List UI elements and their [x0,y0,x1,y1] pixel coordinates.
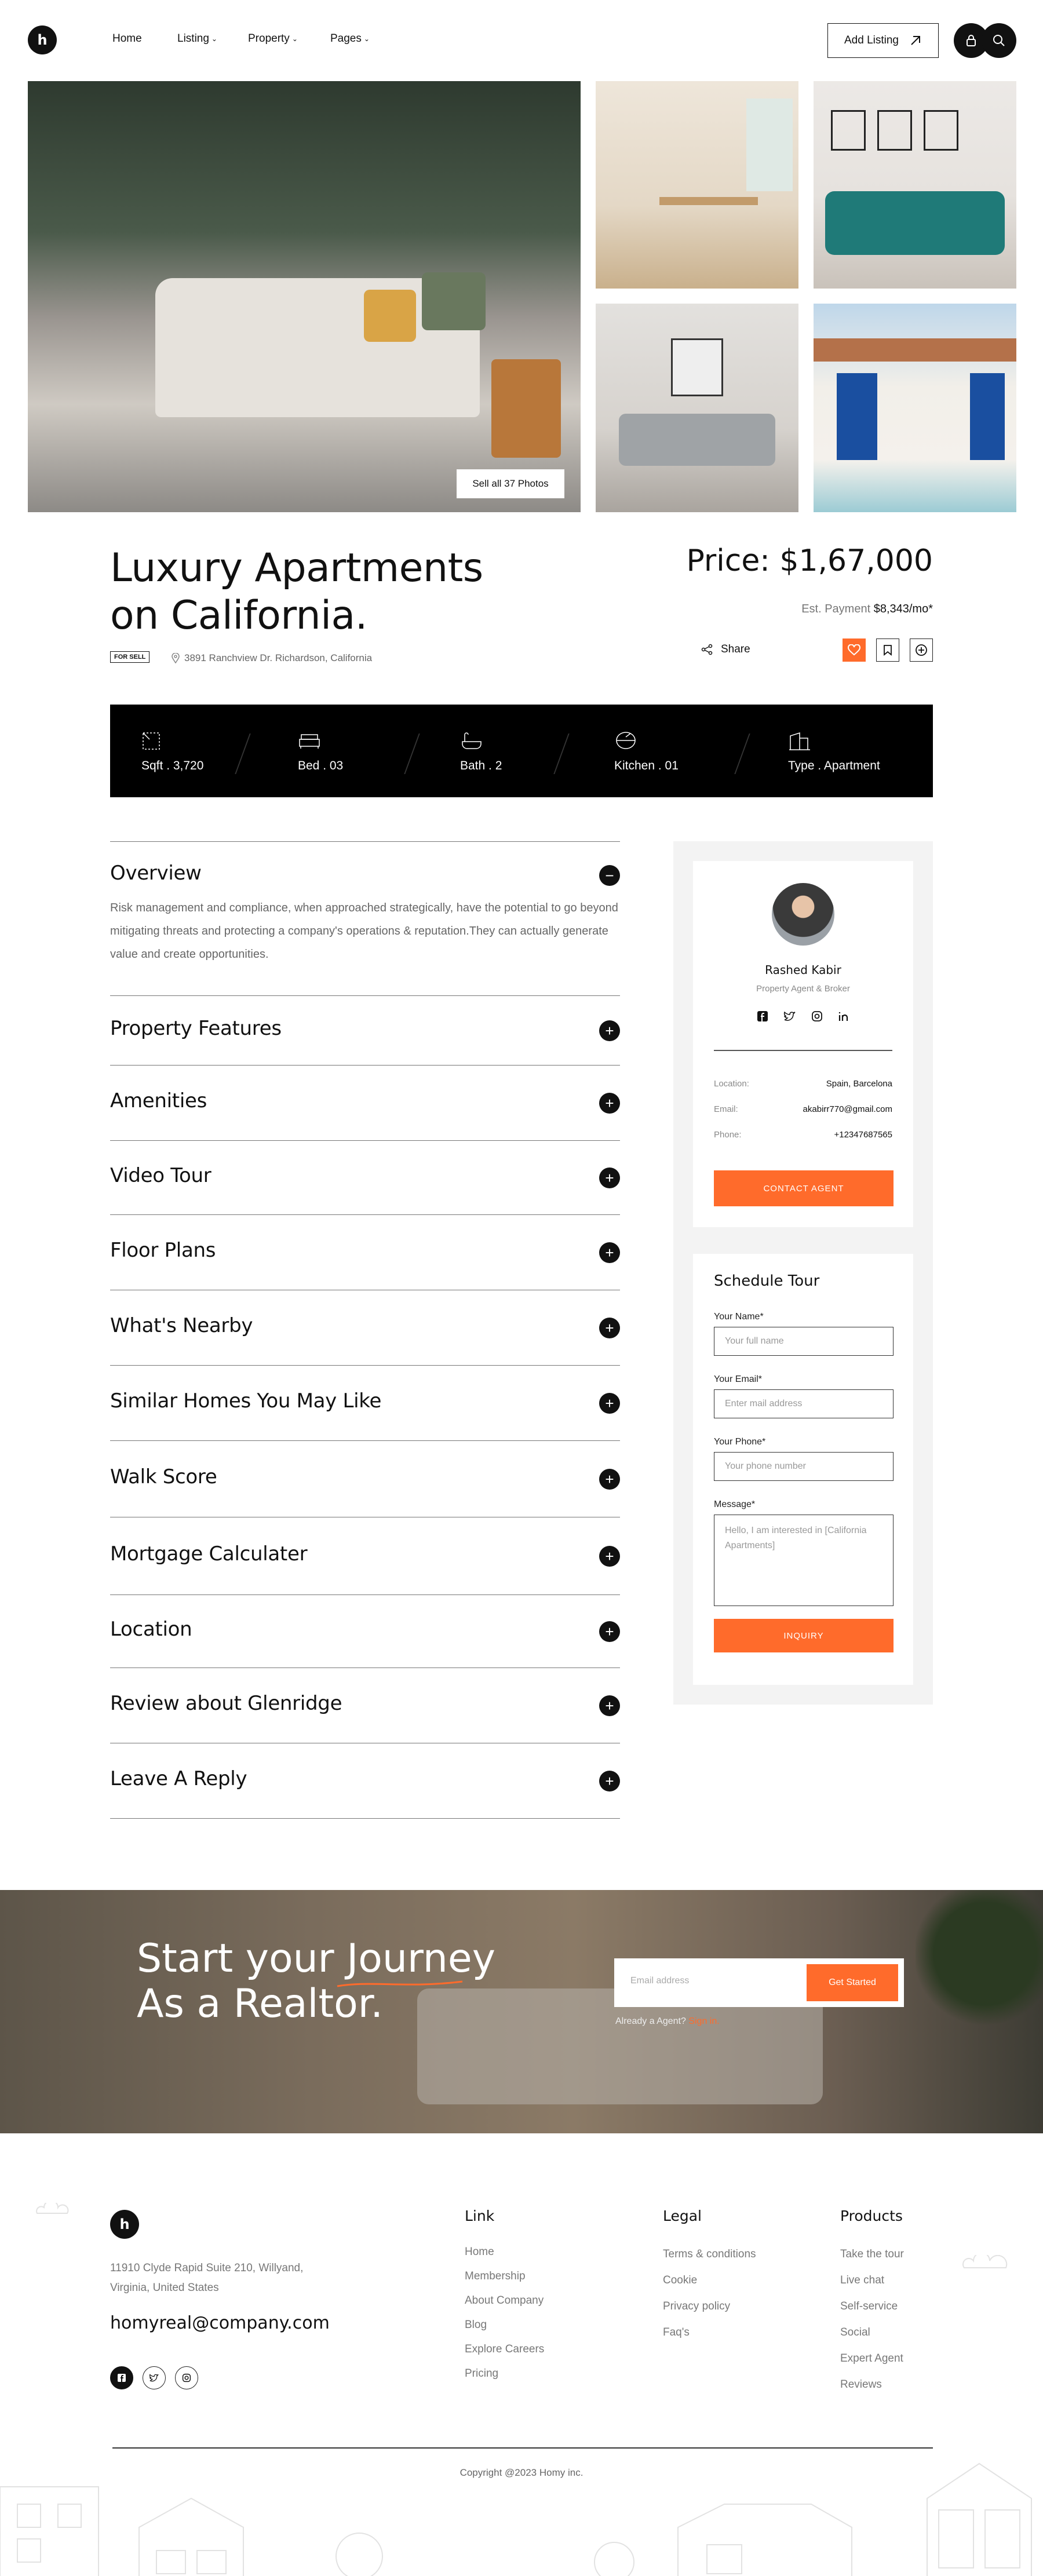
collapse-button[interactable] [599,865,620,886]
expand-button[interactable] [599,1020,620,1041]
area-icon [141,731,161,751]
desk-shape [659,197,758,205]
favorite-button[interactable] [843,638,866,662]
accordion-item-title: Leave A Reply [110,1767,247,1790]
signin-link[interactable]: Sign in. [688,2016,720,2026]
photo-living-room[interactable] [814,81,1016,289]
nav-listing[interactable] [177,32,217,45]
plus-icon: + [605,1395,614,1412]
cloud-icon [962,2255,1008,2269]
building-icon [788,731,811,751]
add-listing-button[interactable] [827,23,939,58]
photo-study-room[interactable] [596,81,798,289]
footer-link[interactable]: Self-service [840,2300,898,2312]
photo-gray-sofa[interactable] [596,304,798,512]
chevron-down-icon: ⌄ [363,35,370,43]
property-title [110,545,550,640]
newsletter-form [614,1958,904,2007]
stat-type-label: Type . Apartment [788,759,880,772]
signin-prompt [615,2016,720,2027]
nav-home-label: Home [112,32,142,45]
plus-icon: + [605,1623,614,1640]
accordion-item-title: Mortgage Calculater [110,1542,308,1566]
stat-bed-label: Bed . 03 [298,759,344,772]
sofa-cushion [364,290,416,342]
avatar [772,883,834,946]
cloud-icon [35,2203,70,2214]
bed-icon [298,731,321,751]
twitter-icon[interactable] [783,1010,796,1022]
footer-legal-list [663,2248,756,2352]
title-line-1: Luxury Apartments [110,545,483,591]
address-text: 3891 Ranchview Dr. Richardson, California [184,652,373,663]
est-payment-label: Est. Payment [801,603,871,615]
accordion-item[interactable] [110,1595,620,1668]
plus-icon: + [605,1094,614,1112]
accordion-item-title: Amenities [110,1089,207,1112]
lock-icon [965,34,977,47]
nav-pages[interactable] [330,32,370,45]
stats-bar [110,705,933,797]
door-shape [970,373,1005,460]
accordion-item-title: Property Features [110,1017,282,1040]
door-shape [837,373,877,460]
address [172,652,372,664]
divider [235,734,250,774]
window-shape [746,98,793,191]
accordion-item-title: Location [110,1618,192,1641]
frame-shape [831,110,866,151]
accordion-item[interactable] [110,1668,620,1743]
plus-circle-icon [915,644,928,656]
footer-link[interactable]: Blog [465,2319,487,2331]
stat-sqft [141,731,203,773]
plus-icon: + [605,1548,614,1565]
accordion-item[interactable] [110,1290,620,1365]
divider [714,1050,892,1051]
accordion-item[interactable] [110,1140,620,1214]
accordion-item-title: What's Nearby [110,1314,253,1337]
frame-shape [877,110,912,151]
stat-bath [460,731,502,773]
footer-link[interactable]: Explore Careers [465,2343,545,2355]
frame-shape [924,110,958,151]
footer-link[interactable]: Privacy policy [663,2300,731,2312]
name-label: Your Name* [714,1312,764,1322]
accordion-item-title: Similar Homes You May Like [110,1389,382,1413]
expand-button[interactable] [599,1167,620,1188]
accordion-item-title: Review about Glenridge [110,1692,342,1715]
stat-bath-label: Bath . 2 [460,759,502,772]
frame-shape [671,338,723,396]
already-agent-text: Already a Agent? [615,2016,686,2026]
agent-role: Property Agent & Broker [756,984,850,994]
message-label: Message* [714,1499,756,1509]
email-label: Email: [714,1104,738,1114]
footer-link[interactable]: Reviews [840,2378,882,2391]
cta-banner [0,1890,1043,2133]
price: Price: $1,67,000 [686,543,933,578]
footer-link[interactable]: Live chat [840,2274,885,2286]
name-input[interactable]: Your full name [714,1327,894,1356]
footer-link[interactable]: Expert Agent [840,2352,903,2365]
nav-pages-label: Pages [330,32,362,45]
heart-icon [848,644,860,656]
footer-logo[interactable]: h [110,2210,139,2239]
roof-shape [814,338,1016,362]
agent-socials [757,1010,849,1022]
banner-line-2: As a Realtor. [137,1981,384,2027]
arrow-up-right-icon [909,34,922,47]
twitter-button[interactable] [143,2366,166,2389]
accordion-item-title: Walk Score [110,1465,217,1488]
bath-icon [460,731,483,751]
search-button[interactable] [982,23,1016,58]
contact-agent-button[interactable]: CONTACT AGENT [714,1170,894,1206]
add-listing-label: Add Listing [844,34,899,46]
share-label: Share [721,643,750,655]
facebook-icon [117,2373,126,2382]
share-icon [701,644,713,655]
email-value: akabirr770@gmail.com [803,1104,892,1114]
linkedin-icon[interactable] [838,1010,849,1022]
plant-shape [916,1890,1043,2029]
plus-icon: + [605,1319,614,1337]
facebook-button[interactable] [110,2366,133,2389]
sidebar [673,841,933,1705]
accordion-item-title: Video Tour [110,1164,211,1187]
divider [404,734,420,774]
add-button[interactable] [910,638,933,662]
est-payment [801,603,933,616]
footer-email[interactable]: homyreal@company.com [110,2313,330,2333]
location-pin-icon [172,653,180,663]
footer-link[interactable]: Faq's [663,2326,690,2338]
est-payment-value: $8,343/mo* [873,603,933,615]
footer-link[interactable]: Terms & conditions [663,2248,756,2260]
share-button[interactable] [701,643,750,656]
nav-home[interactable] [112,32,142,45]
footer [0,2133,1043,2576]
accordion-item[interactable] [110,1365,620,1440]
plus-icon: + [605,1244,614,1261]
expand-button[interactable] [599,1093,620,1114]
expand-button[interactable] [599,1318,620,1338]
get-started-button[interactable]: Get Started [807,1964,898,2001]
plus-icon: + [605,1022,614,1039]
chevron-down-icon: ⌄ [211,35,217,43]
expand-button[interactable] [599,1621,620,1642]
agent-card [693,861,913,1227]
plus-icon: + [605,1169,614,1187]
footer-link-list [465,2246,544,2392]
stat-type [788,731,880,773]
site-header [0,0,1043,81]
photo-patio[interactable] [814,304,1016,512]
side-table [491,359,561,458]
email-input[interactable]: Enter mail address [714,1389,894,1418]
overview-text: Risk management and compliance, when approached strategically, have the potential to go beyond mitigating threats and protecting a company's operations & reputation.They can actually generate value and create opportunities. [110,902,618,961]
footer-link[interactable]: Cookie [663,2274,698,2286]
footer-link[interactable]: Membership [465,2270,526,2282]
schedule-tour-title: Schedule Tour [714,1272,820,1290]
divider [553,734,569,774]
search-icon [993,34,1005,47]
footer-link[interactable]: About Company [465,2294,544,2307]
accordion-item[interactable] [110,1743,620,1818]
footer-illustration [0,2440,1043,2576]
expand-button[interactable] [599,1242,620,1263]
facebook-icon[interactable] [757,1010,768,1022]
inquiry-button[interactable]: INQUIRY [714,1619,894,1652]
footer-link-heading: Link [465,2208,495,2224]
sofa-shape [825,191,1005,255]
expand-button[interactable] [599,1469,620,1490]
address-line-2: Virginia, United States [110,2282,219,2294]
twitter-icon [149,2373,159,2382]
logo[interactable]: h [28,25,57,54]
stat-kitchen-label: Kitchen . 01 [614,759,679,772]
copyright: Copyright @2023 Homy inc. [459,2467,584,2478]
accordion-bottom-border [110,1818,620,1819]
overview-title: Overview [110,862,202,885]
footer-link[interactable]: Home [465,2246,494,2258]
location-label: Location: [714,1079,749,1089]
stat-kitchen [614,731,679,773]
minus-icon: − [605,867,614,884]
accordion-overview[interactable] [110,841,620,995]
agent-name: Rashed Kabir [765,963,841,977]
plus-icon: + [605,1471,614,1488]
status-badge: FOR SELL [110,651,149,663]
instagram-button[interactable] [175,2366,198,2389]
footer-link[interactable]: Take the tour [840,2248,904,2260]
stat-sqft-label: Sqft . 3,720 [141,759,204,772]
newsletter-email-input[interactable]: Email address [630,1976,690,1986]
footer-products-heading: Products [840,2208,903,2224]
location-value: Spain, Barcelona [826,1079,892,1089]
footer-legal-heading: Legal [663,2208,702,2224]
phone-value: +12347687565 [834,1130,892,1140]
plus-icon: + [605,1772,614,1790]
nav-listing-label: Listing [177,32,209,45]
divider [734,734,750,774]
phone-label: Phone: [714,1130,742,1140]
footer-products-list [840,2248,904,2404]
plus-icon: + [605,1697,614,1714]
accordion-item[interactable] [110,995,620,1065]
accordion-item[interactable] [110,1065,620,1140]
bookmark-button[interactable] [876,638,899,662]
nav-property[interactable] [248,32,298,45]
address-line-1: 11910 Clyde Rapid Suite 210, Willyand, [110,2262,304,2274]
phone-field-label: Your Phone* [714,1437,766,1447]
sofa-cushion [422,272,486,330]
accordion-item-title: Floor Plans [110,1239,216,1262]
expand-button[interactable] [599,1546,620,1567]
instagram-icon [182,2373,191,2382]
footer-link[interactable]: Pricing [465,2367,499,2380]
footer-divider [112,2447,933,2449]
kitchen-icon [614,731,637,751]
accordion-item[interactable] [110,1214,620,1290]
expand-button[interactable] [599,1695,620,1716]
accordion-item[interactable] [110,1517,620,1595]
banner-line-1: Start your Journey [137,1936,495,1982]
expand-button[interactable] [599,1771,620,1791]
nav-property-label: Property [248,32,290,45]
chevron-down-icon: ⌄ [291,35,298,43]
footer-link[interactable]: Social [840,2326,870,2338]
bookmark-icon [883,644,892,656]
see-all-photos-button[interactable]: Sell all 37 Photos [457,469,564,498]
schedule-tour-card [693,1254,913,1685]
sofa-shape [619,414,775,466]
footer-socials [110,2366,198,2389]
message-textarea[interactable]: Hello, I am interested in [California Apartments] [714,1515,894,1606]
phone-input[interactable]: Your phone number [714,1452,894,1481]
accordion-item[interactable] [110,1440,620,1517]
main-photo[interactable] [28,81,581,512]
underline-scribble [336,1978,464,1990]
instagram-icon[interactable] [811,1010,823,1022]
email-field-label: Your Email* [714,1374,763,1384]
footer-address [110,2258,303,2298]
stat-bed [298,731,343,773]
title-line-2: on California. [110,593,367,638]
expand-button[interactable] [599,1393,620,1414]
